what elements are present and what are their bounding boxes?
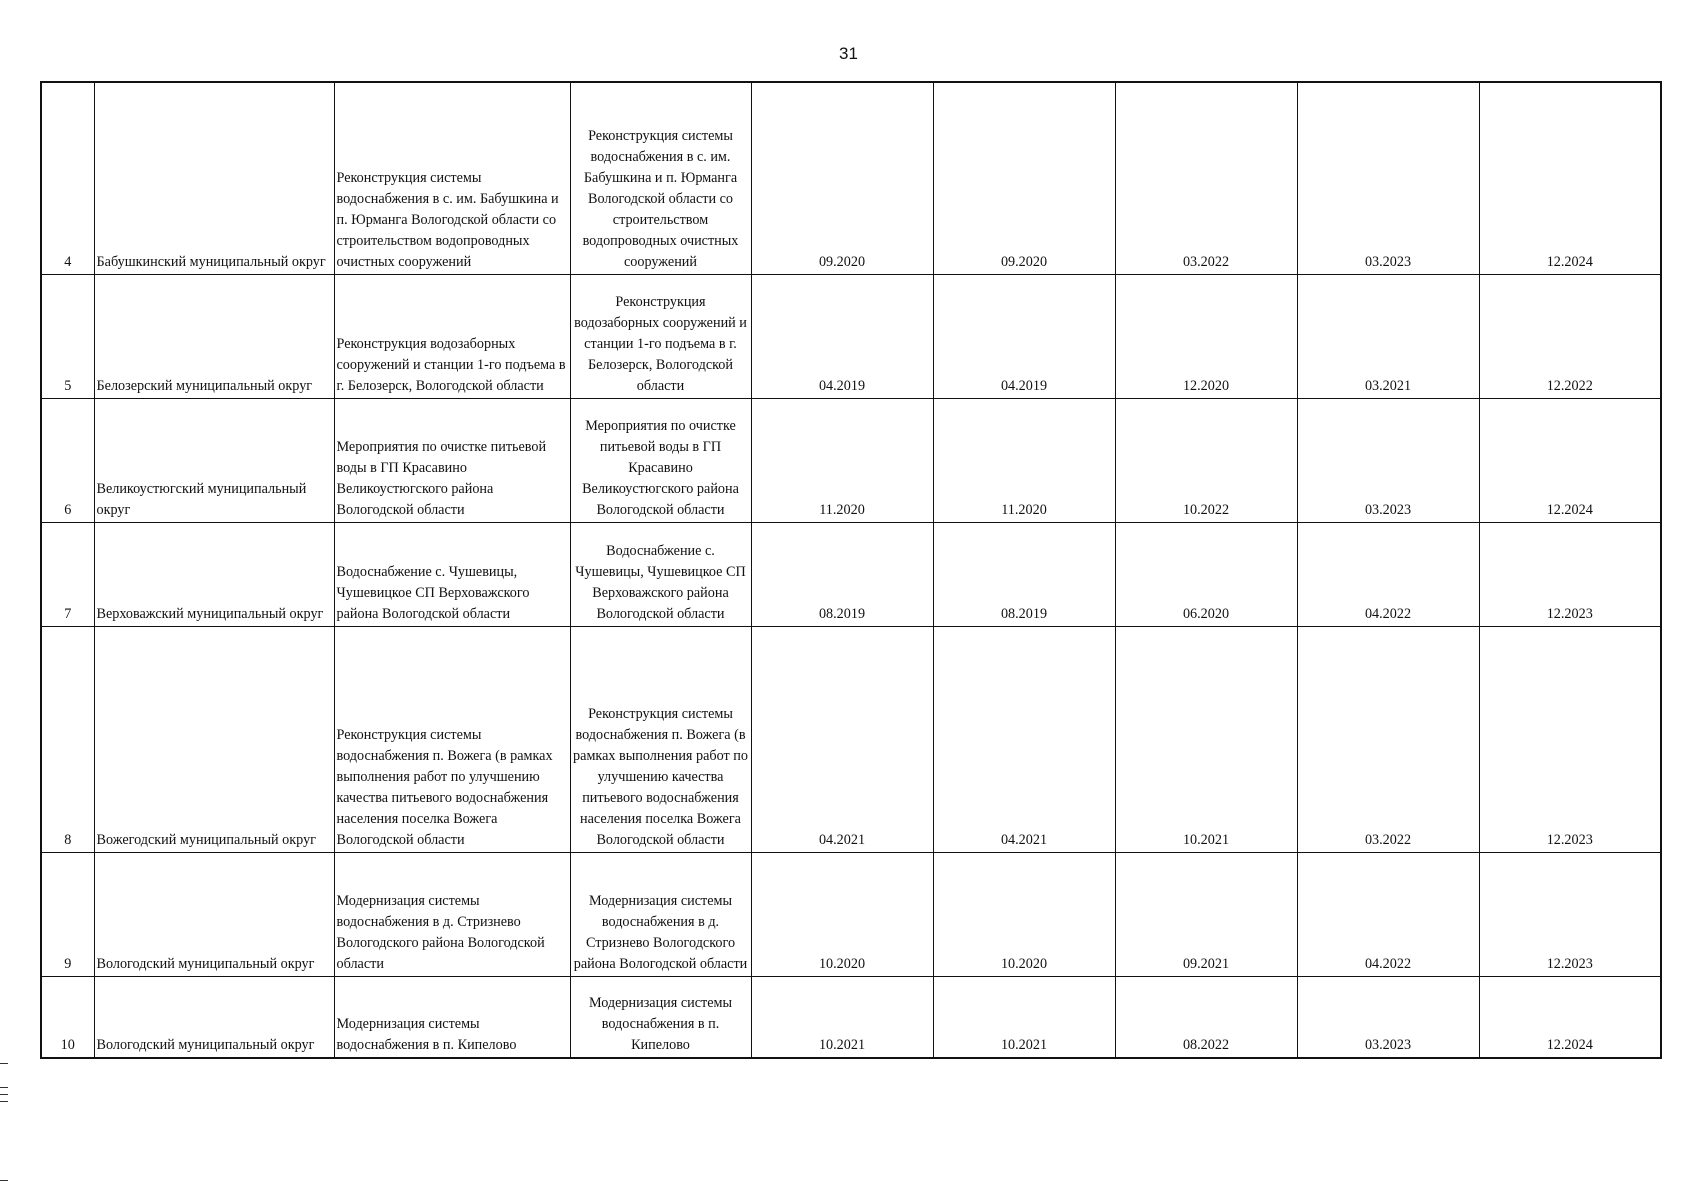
date-cell: 03.2023 [1297,976,1479,1058]
project-name-cell: Реконструкция системы водоснабжения п. Вожега (в рамках выполнения работ по улучшению качества питьевого водоснабжения населения поселка Вожега Вологодской области [334,626,570,852]
project-doc-cell: Мероприятия по очистке питьевой воды в ГП Красавино Великоустюгского района Вологодской области [570,398,751,522]
date-cell: 08.2022 [1115,976,1297,1058]
district-cell: Вологодский муниципальный округ [94,852,334,976]
project-doc-cell: Реконструкция водозаборных сооружений и станции 1-го подъема в г. Белозерск, Вологодской области [570,274,751,398]
date-cell: 12.2023 [1479,522,1661,626]
row-number: 6 [41,398,94,522]
project-name-cell: Реконструкция системы водоснабжения в с. им. Бабушкина и п. Юрманга Вологодской области со строительством водопроводных очистных сооружений [334,82,570,274]
date-cell: 10.2020 [933,852,1115,976]
district-cell: Вожегодский муниципальный округ [94,626,334,852]
date-cell: 04.2019 [933,274,1115,398]
date-cell: 12.2020 [1115,274,1297,398]
date-cell: 12.2023 [1479,626,1661,852]
scan-edge-mark [0,1087,8,1088]
date-cell: 06.2020 [1115,522,1297,626]
page-number: 31 [839,44,858,63]
date-cell: 03.2023 [1297,398,1479,522]
district-cell: Великоустюгский муниципальный округ [94,398,334,522]
project-name-cell: Реконструкция водозаборных сооружений и станции 1-го подъема в г. Белозерск, Вологодской области [334,274,570,398]
table-row [41,274,1661,398]
date-cell: 03.2022 [1297,626,1479,852]
district-cell: Белозерский муниципальный округ [94,274,334,398]
project-name-cell: Модернизация системы водоснабжения в п. Кипелово [334,976,570,1058]
date-cell: 10.2020 [751,852,933,976]
project-name-cell: Мероприятия по очистке питьевой воды в ГП Красавино Великоустюгского района Вологодской области [334,398,570,522]
project-doc-cell: Реконструкция системы водоснабжения п. Вожега (в рамках выполнения работ по улучшению качества питьевого водоснабжения населения поселка Вожега Вологодской области [570,626,751,852]
date-cell: 10.2022 [1115,398,1297,522]
date-cell: 12.2022 [1479,274,1661,398]
row-number: 7 [41,522,94,626]
project-doc-cell: Водоснабжение с. Чушевицы, Чушевицкое СП Верховажского района Вологодской области [570,522,751,626]
date-cell: 03.2021 [1297,274,1479,398]
date-cell: 03.2023 [1297,82,1479,274]
project-doc-cell: Модернизация системы водоснабжения в д. Стризнево Вологодского района Вологодской области [570,852,751,976]
date-cell: 04.2022 [1297,522,1479,626]
date-cell: 10.2021 [1115,626,1297,852]
date-cell: 04.2021 [751,626,933,852]
scan-edge-mark [0,1180,8,1181]
row-number: 5 [41,274,94,398]
date-cell: 12.2024 [1479,976,1661,1058]
row-number: 9 [41,852,94,976]
date-cell: 04.2019 [751,274,933,398]
scan-edge-mark [0,1063,8,1064]
table-row [41,852,1661,976]
row-number: 10 [41,976,94,1058]
table-row [41,626,1661,852]
date-cell: 11.2020 [933,398,1115,522]
table-row [41,398,1661,522]
project-name-cell: Водоснабжение с. Чушевицы, Чушевицкое СП Верховажского района Вологодской области [334,522,570,626]
table-row [41,82,1661,274]
date-cell: 04.2022 [1297,852,1479,976]
date-cell: 04.2021 [933,626,1115,852]
date-cell: 12.2023 [1479,852,1661,976]
project-doc-cell: Модернизация системы водоснабжения в п. Кипелово [570,976,751,1058]
date-cell: 03.2022 [1115,82,1297,274]
scan-edge-mark [0,1094,8,1095]
date-cell: 09.2021 [1115,852,1297,976]
projects-table [40,81,1662,1059]
date-cell: 08.2019 [751,522,933,626]
row-number: 4 [41,82,94,274]
project-doc-cell: Реконструкция системы водоснабжения в с. им. Бабушкина и п. Юрманга Вологодской области со строительством водопроводных очистных сооружений [570,82,751,274]
table-row [41,976,1661,1058]
district-cell: Вологодский муниципальный округ [94,976,334,1058]
date-cell: 10.2021 [933,976,1115,1058]
date-cell: 08.2019 [933,522,1115,626]
project-name-cell: Модернизация системы водоснабжения в д. Стризнево Вологодского района Вологодской области [334,852,570,976]
date-cell: 12.2024 [1479,398,1661,522]
scan-edge-mark [0,1101,8,1102]
date-cell: 09.2020 [751,82,933,274]
district-cell: Бабушкинский муниципальный округ [94,82,334,274]
row-number: 8 [41,626,94,852]
date-cell: 10.2021 [751,976,933,1058]
date-cell: 09.2020 [933,82,1115,274]
table-row [41,522,1661,626]
district-cell: Верховажский муниципальный округ [94,522,334,626]
date-cell: 11.2020 [751,398,933,522]
date-cell: 12.2024 [1479,82,1661,274]
